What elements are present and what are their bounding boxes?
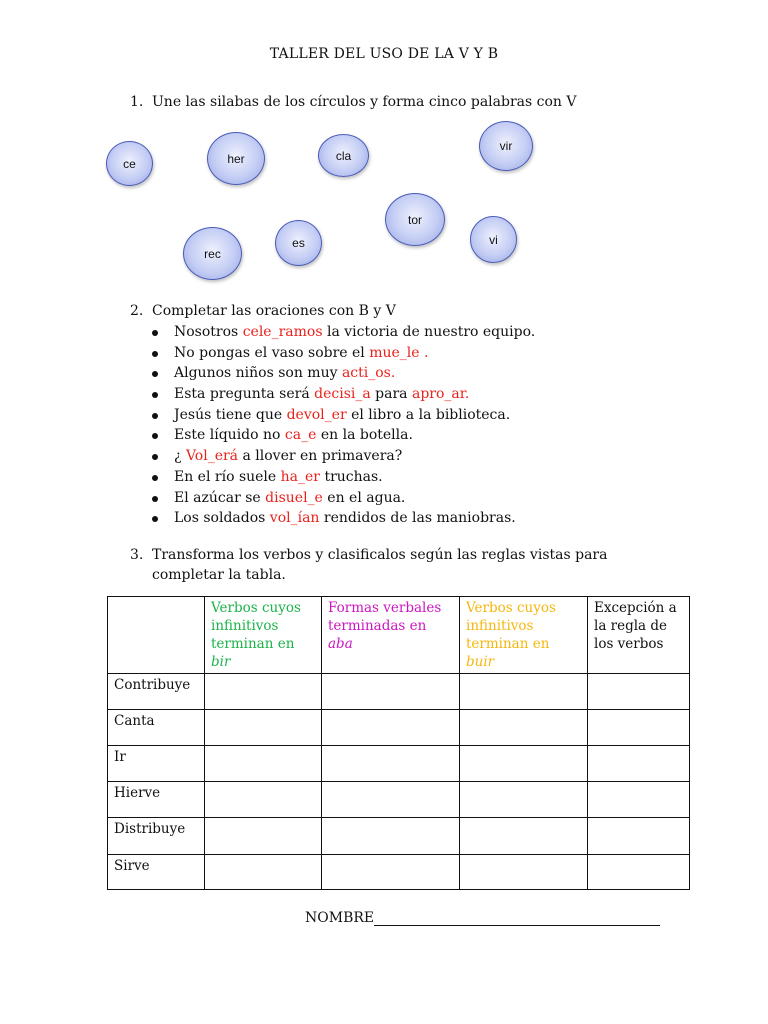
sentence-text: la victoria de nuestro equipo.	[322, 324, 536, 340]
question-2-text: Completar las oraciones con B y V	[152, 303, 396, 319]
syllable-label: tor	[407, 212, 422, 227]
table-row	[108, 782, 690, 818]
bullet-icon	[152, 454, 158, 460]
sentence-text: para	[370, 386, 412, 403]
syllable-label: her	[227, 151, 245, 166]
list-item	[152, 488, 535, 509]
name-line[interactable]	[374, 911, 660, 926]
question-3	[130, 545, 607, 585]
answer-cell[interactable]	[588, 710, 690, 746]
question-1-text: Une las silabas de los círculos y forma cinco palabras con V	[152, 94, 577, 110]
syllable-bubble-cla[interactable]	[318, 134, 369, 177]
syllable-bubble-es[interactable]	[275, 220, 322, 266]
sentence-text: Los soldados	[174, 510, 270, 527]
header-cell: Verbos cuyos infinitivos terminan en buir	[460, 597, 588, 674]
blank-word: disuel_e	[265, 489, 323, 506]
sentence-text: el libro a la biblioteca.	[346, 406, 511, 423]
header-cell: Excepción a la regla de los verbos	[588, 597, 690, 674]
bullet-icon	[152, 413, 158, 419]
answer-cell[interactable]	[588, 818, 690, 855]
answer-cell[interactable]	[205, 782, 322, 818]
bullet-icon	[152, 392, 158, 398]
list-item	[152, 425, 535, 446]
table-corner-cell	[108, 597, 205, 674]
syllable-bubble-her[interactable]	[207, 132, 265, 185]
sentence-list	[152, 322, 535, 529]
answer-cell[interactable]	[322, 818, 460, 855]
sentence-text: No pongas el vaso sobre el	[174, 344, 370, 361]
answer-cell[interactable]	[588, 746, 690, 782]
answer-cell[interactable]	[205, 818, 322, 855]
verb-cell: Ir	[108, 746, 205, 782]
blank-word: vol_ían	[269, 510, 320, 527]
answer-cell[interactable]	[460, 855, 588, 890]
answer-cell[interactable]	[460, 818, 588, 855]
blank-word: acti_os.	[341, 365, 396, 382]
answer-cell[interactable]	[322, 674, 460, 710]
answer-cell[interactable]	[460, 710, 588, 746]
table-row	[108, 818, 690, 855]
syllable-bubble-tor[interactable]	[385, 193, 445, 246]
sentence-text: Algunos niños son muy	[174, 365, 342, 382]
question-1-number: 1.	[130, 94, 144, 110]
blank-word: cele_ramos	[242, 324, 323, 340]
verb-cell: Sirve	[108, 855, 205, 890]
classification-table	[107, 596, 690, 890]
header-cell: Formas verbales terminadas en aba	[322, 597, 460, 674]
sentence-text: en la botella.	[316, 427, 413, 444]
page-title: TALLER DEL USO DE LA V Y B	[269, 46, 499, 62]
sentence-text: Esta pregunta será	[174, 386, 315, 403]
verb-cell: Canta	[108, 710, 205, 746]
syllable-bubble-vir[interactable]	[479, 121, 533, 171]
question-2	[130, 301, 396, 321]
sentence-text: a llover en primavera?	[238, 448, 403, 465]
question-3-text-2: completar la tabla.	[152, 567, 286, 583]
answer-cell[interactable]	[588, 855, 690, 890]
sentence-text: ¿	[174, 448, 186, 465]
table-header-row	[108, 597, 690, 674]
blank-word: decisi_a	[314, 386, 371, 403]
blank-word: mue_le .	[369, 344, 429, 361]
verb-cell: Hierve	[108, 782, 205, 818]
list-item	[152, 467, 535, 488]
answer-cell[interactable]	[205, 710, 322, 746]
question-3-text: Transforma los verbos y clasificalos según las reglas vistas para	[152, 547, 608, 563]
sentence-text: Jesús tiene que	[174, 406, 287, 423]
table-row	[108, 674, 690, 710]
header-cell: Verbos cuyos infinitivos terminan en bir	[205, 597, 322, 674]
syllable-bubble-vi[interactable]	[470, 216, 517, 263]
syllable-label: ce	[123, 156, 136, 171]
syllable-bubble-ce[interactable]	[106, 141, 153, 186]
verb-cell: Distribuye	[108, 818, 205, 855]
syllable-bubble-rec[interactable]	[183, 227, 242, 280]
sentence-text: En el río suele	[174, 468, 281, 485]
answer-cell[interactable]	[460, 674, 588, 710]
syllable-label: vi	[489, 232, 498, 247]
list-item	[152, 384, 535, 405]
bullet-icon	[152, 496, 158, 502]
answer-cell[interactable]	[205, 674, 322, 710]
answer-cell[interactable]	[322, 746, 460, 782]
sentence-text: rendidos de las maniobras.	[319, 510, 516, 527]
table-row	[108, 855, 690, 890]
bullet-icon	[152, 371, 158, 377]
list-item	[152, 363, 535, 384]
sentence-text: truchas.	[320, 468, 383, 485]
list-item	[152, 322, 535, 343]
answer-cell[interactable]	[205, 855, 322, 890]
blank-word: apro_ar.	[411, 386, 470, 403]
answer-cell[interactable]	[205, 746, 322, 782]
bullet-icon	[152, 475, 158, 481]
list-item	[152, 405, 535, 426]
answer-cell[interactable]	[322, 782, 460, 818]
name-label: NOMBRE	[305, 910, 375, 926]
answer-cell[interactable]	[322, 710, 460, 746]
syllable-label: es	[292, 236, 305, 250]
question-3-number: 3.	[130, 547, 144, 563]
list-item	[152, 343, 535, 364]
question-2-number: 2.	[130, 303, 144, 319]
table-row	[108, 746, 690, 782]
bullet-icon	[152, 351, 158, 357]
list-item	[152, 508, 535, 529]
answer-cell[interactable]	[460, 782, 588, 818]
blank-word: ca_e	[284, 427, 317, 444]
verb-cell: Contribuye	[108, 674, 205, 710]
answer-cell[interactable]	[322, 855, 460, 890]
sentence-text: en el agua.	[322, 489, 406, 506]
bullet-icon	[152, 330, 158, 336]
table-row	[108, 710, 690, 746]
answer-cell[interactable]	[588, 782, 690, 818]
list-item	[152, 446, 535, 467]
sentence-text: Este líquido no	[174, 427, 285, 444]
bullet-icon	[152, 516, 158, 522]
syllable-label: cla	[335, 148, 352, 163]
sentence-text: Nosotros	[174, 324, 243, 340]
answer-cell[interactable]	[588, 674, 690, 710]
syllable-label: rec	[204, 246, 221, 261]
blank-word: ha_er	[280, 468, 320, 485]
blank-word: devol_er	[286, 406, 347, 423]
bullet-icon	[152, 433, 158, 439]
name-field[interactable]	[305, 910, 660, 926]
question-1	[130, 92, 577, 112]
syllable-label: vir	[499, 139, 513, 153]
answer-cell[interactable]	[460, 746, 588, 782]
sentence-text: El azúcar se	[174, 489, 266, 506]
blank-word: Vol_erá	[185, 448, 239, 465]
